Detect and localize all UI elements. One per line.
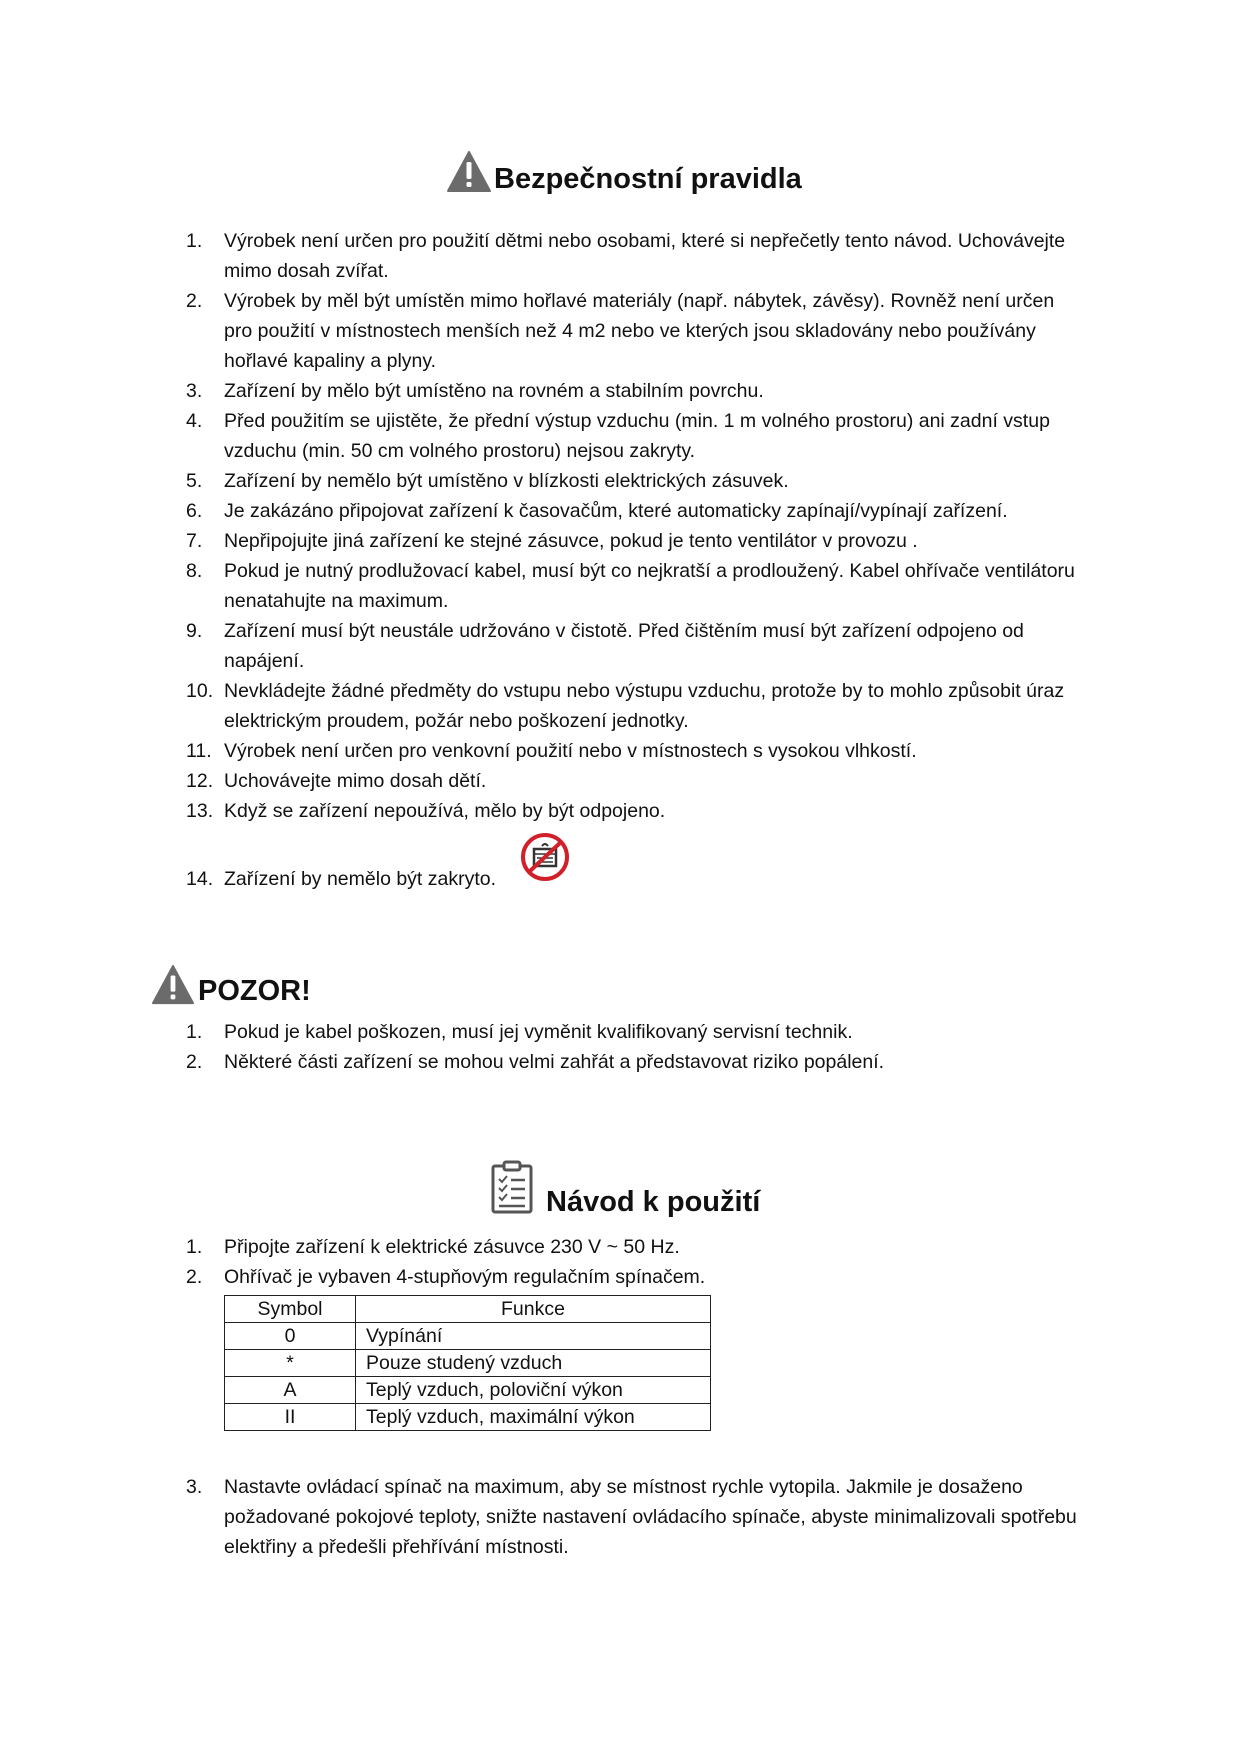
safety-list bbox=[186, 226, 1086, 826]
item-number: 12. bbox=[186, 770, 214, 792]
item-text: Před použitím se ujistěte, že přední výstup vzduchu (min. 1 m volného prostoru) ani zadní vstup vzduchu (min. 50 cm volného prostoru) nejsou zakryty. bbox=[224, 410, 1050, 462]
table-header-symbol: Symbol bbox=[225, 1296, 356, 1323]
item-number: 11. bbox=[186, 740, 212, 762]
list-item bbox=[186, 676, 1086, 736]
table-cell-symbol: 0 bbox=[225, 1323, 356, 1350]
list-item bbox=[186, 616, 1086, 676]
item-number: 5. bbox=[186, 470, 203, 492]
list-item bbox=[186, 556, 1086, 616]
item-text: Nevkládejte žádné předměty do vstupu nebo výstupu vzduchu, protože by to mohlo způsobit úraz elektrickým proudem, požár nebo poškození jednotky. bbox=[224, 680, 1065, 732]
safety-heading bbox=[446, 150, 802, 194]
clipboard-icon bbox=[490, 1160, 534, 1214]
warning-heading bbox=[150, 964, 311, 1006]
item-number: 13. bbox=[186, 800, 214, 822]
list-item bbox=[186, 286, 1086, 376]
item-number: 3. bbox=[186, 380, 203, 402]
list-item bbox=[186, 1017, 1086, 1047]
item-number: 7. bbox=[186, 530, 203, 552]
item-number: 6. bbox=[186, 500, 203, 522]
item-text: Pokud je kabel poškozen, musí jej vyměnit kvalifikovaný servisní technik. bbox=[224, 1021, 853, 1043]
list-item bbox=[186, 496, 1086, 526]
list-item bbox=[186, 406, 1086, 466]
function-table bbox=[224, 1295, 711, 1431]
warning-list bbox=[186, 1017, 1086, 1077]
item-text: Připojte zařízení k elektrické zásuvce 230 V ~ 50 Hz. bbox=[224, 1236, 680, 1258]
table-cell-function: Teplý vzduch, maximální výkon bbox=[356, 1404, 711, 1431]
table-cell-symbol: II bbox=[225, 1404, 356, 1431]
list-item bbox=[186, 376, 1086, 406]
item-text: Uchovávejte mimo dosah dětí. bbox=[224, 770, 487, 792]
table-cell-symbol: A bbox=[225, 1377, 356, 1404]
item-number: 1. bbox=[186, 1236, 203, 1258]
warning-triangle-icon bbox=[150, 964, 196, 1006]
item-text: Výrobek není určen pro použití dětmi nebo osobami, které si nepřečetly tento návod. Uchovávejte mimo dosah zvířat. bbox=[224, 230, 1066, 282]
do-not-cover-icon bbox=[520, 832, 570, 882]
item-text: Zařízení musí být neustále udržováno v čistotě. Před čištěním musí být zařízení odpojeno od napájení. bbox=[224, 620, 1024, 672]
item-text: Zařízení by nemělo být zakryto. bbox=[224, 868, 497, 890]
table-cell-function: Teplý vzduch, poloviční výkon bbox=[356, 1377, 711, 1404]
instructions-heading bbox=[546, 1188, 760, 1217]
list-item bbox=[186, 766, 1086, 796]
item-text: Je zakázáno připojovat zařízení k časovačům, které automaticky zapínají/vypínají zařízení. bbox=[224, 500, 1008, 522]
safety-list-last bbox=[186, 864, 1086, 894]
item-number: 9. bbox=[186, 620, 203, 642]
table-cell-symbol: * bbox=[225, 1350, 356, 1377]
list-item bbox=[186, 864, 1086, 894]
item-number: 8. bbox=[186, 560, 203, 582]
instructions-title: Návod k použití bbox=[546, 1186, 761, 1218]
list-item bbox=[186, 1262, 1086, 1292]
list-item bbox=[186, 796, 1086, 826]
warning-title: POZOR! bbox=[198, 975, 311, 1007]
item-text: Výrobek by měl být umístěn mimo hořlavé materiály (např. nábytek, závěsy). Rovněž není určen pro použití v místnostech menších než 4 m2 nebo ve kterých jsou skladovány nebo používány hořlavé kapaliny a plyny. bbox=[224, 290, 1055, 372]
item-text: Nastavte ovládací spínač na maximum, aby se místnost rychle vytopila. Jakmile je dosaženo požadované pokojové teploty, snižte nastavení ovládacího spínače, abyste minimalizovali spotřebu elektřiny a předešli přehřívání místnosti. bbox=[224, 1476, 1077, 1558]
item-number: 4. bbox=[186, 410, 203, 432]
instructions-list-continued bbox=[186, 1472, 1086, 1562]
item-number: 1. bbox=[186, 230, 203, 252]
table-row bbox=[225, 1323, 711, 1350]
list-item bbox=[186, 466, 1086, 496]
list-item bbox=[186, 1472, 1086, 1562]
list-item bbox=[186, 1232, 1086, 1262]
table-cell-function: Vypínání bbox=[356, 1323, 711, 1350]
item-text: Když se zařízení nepoužívá, mělo by být odpojeno. bbox=[224, 800, 666, 822]
item-text: Některé části zařízení se mohou velmi zahřát a představovat riziko popálení. bbox=[224, 1051, 885, 1073]
item-number: 3. bbox=[186, 1476, 203, 1498]
item-number: 2. bbox=[186, 1266, 203, 1288]
table-cell-function: Pouze studený vzduch bbox=[356, 1350, 711, 1377]
item-number: 14. bbox=[186, 868, 214, 890]
item-number: 2. bbox=[186, 1051, 203, 1073]
item-text: Pokud je nutný prodlužovací kabel, musí být co nejkratší a prodloužený. Kabel ohřívače ventilátoru nenatahujte na maximum. bbox=[224, 560, 1075, 612]
item-number: 10. bbox=[186, 680, 214, 702]
item-text: Zařízení by nemělo být umístěno v blízkosti elektrických zásuvek. bbox=[224, 470, 789, 492]
item-text: Nepřipojujte jiná zařízení ke stejné zásuvce, pokud je tento ventilátor v provozu . bbox=[224, 530, 918, 552]
item-text: Ohřívač je vybaven 4-stupňovým regulačním spínačem. bbox=[224, 1266, 706, 1288]
safety-title: Bezpečnostní pravidla bbox=[494, 163, 802, 195]
table-row bbox=[225, 1350, 711, 1377]
list-item bbox=[186, 526, 1086, 556]
list-item bbox=[186, 736, 1086, 766]
item-text: Výrobek není určen pro venkovní použití nebo v místnostech s vysokou vlhkostí. bbox=[224, 740, 917, 762]
item-number: 1. bbox=[186, 1021, 203, 1043]
list-item bbox=[186, 1047, 1086, 1077]
warning-triangle-icon bbox=[446, 150, 492, 194]
table-row bbox=[225, 1377, 711, 1404]
table-header-row bbox=[225, 1296, 711, 1323]
item-number: 2. bbox=[186, 290, 203, 312]
list-item bbox=[186, 226, 1086, 286]
table-row bbox=[225, 1404, 711, 1431]
table-header-function: Funkce bbox=[356, 1296, 711, 1323]
item-text: Zařízení by mělo být umístěno na rovném a stabilním povrchu. bbox=[224, 380, 764, 402]
instructions-list bbox=[186, 1232, 1086, 1292]
